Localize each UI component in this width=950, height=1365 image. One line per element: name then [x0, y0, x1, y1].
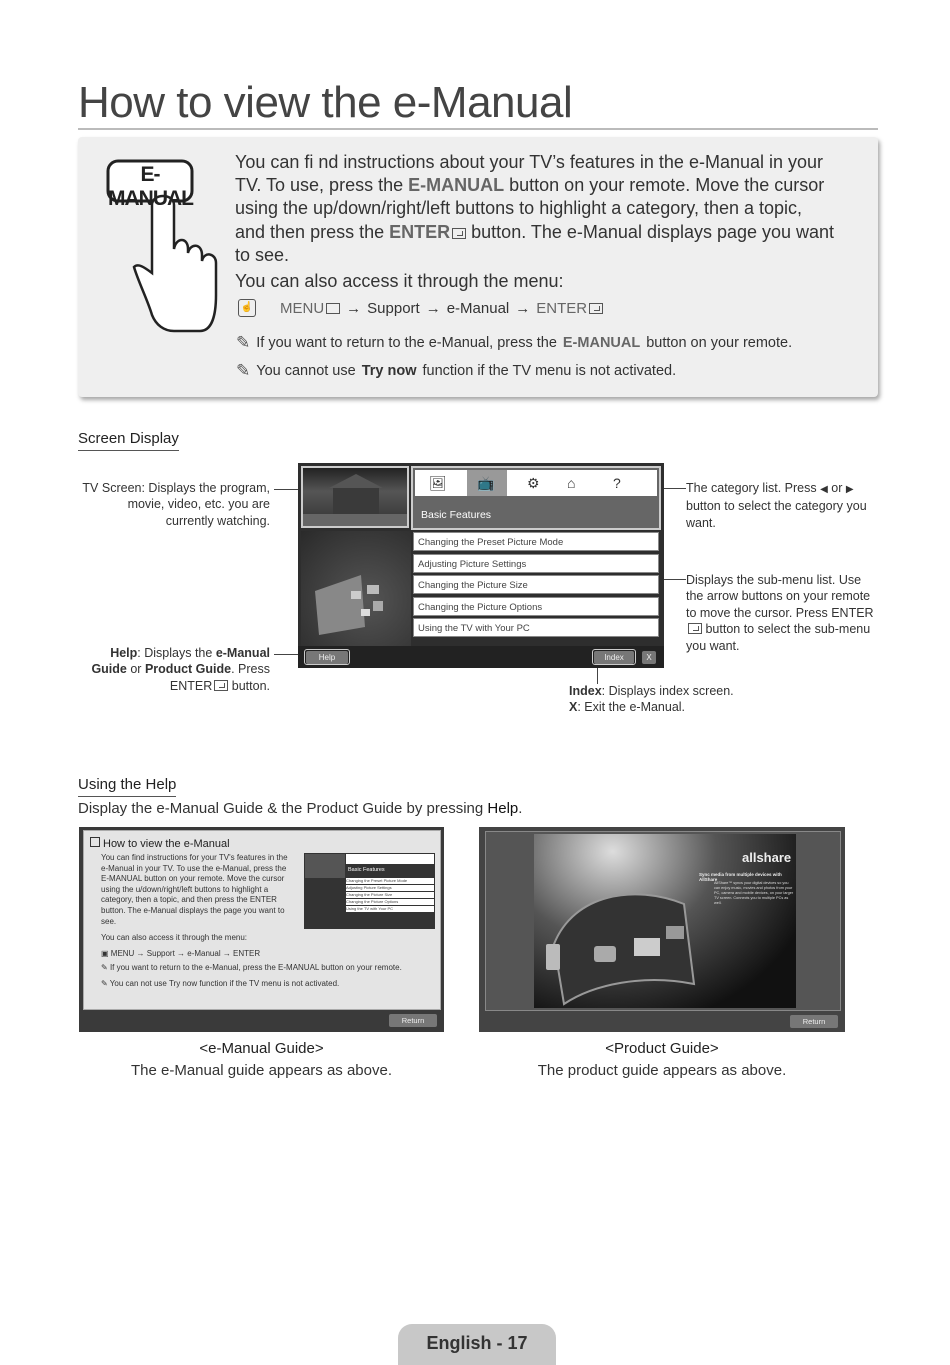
guide-note1: ✎ If you want to return to the e-Manual, press the E-MANUAL button on your remote. [101, 963, 402, 972]
menu-icon [326, 303, 340, 314]
picture-category-icon[interactable]: 🖼 [429, 475, 447, 491]
note-try-now: ✎ You cannot use Try now function if the TV menu is not activated. [236, 361, 677, 380]
checkbox-icon [90, 837, 100, 847]
tv-screen-callout: TV Screen: Displays the program, movie, video, etc. you are currently watching. [82, 481, 270, 528]
using-help-desc: Display the e-Manual Guide & the Product Guide by pressing Help. [78, 800, 523, 817]
guide-menu: ▣ MENU → Support → e-Manual → ENTER [101, 949, 261, 958]
mini-category-tabs [346, 854, 434, 864]
note-pencil-icon: ✎ [236, 333, 251, 352]
barn-image [303, 468, 407, 526]
enter-icon [214, 680, 228, 691]
note-return: ✎ If you want to return to the e-Manual, press the E-MANUAL button on your remote. [236, 333, 793, 352]
help-button[interactable]: Help [306, 651, 348, 664]
tv-program-preview [301, 466, 409, 528]
mini-submenu: Changing the Preset Picture Mode Adjusting Picture Settings Changing the Picture Size Changing the Picture Options Using the TV with Your PC [346, 878, 434, 912]
product-guide-caption: <Product Guide> [605, 1040, 719, 1057]
emanual-guide-caption: <e-Manual Guide> [199, 1040, 324, 1057]
product-guide-screenshot [479, 827, 845, 1032]
intro-access: You can also access it through the menu: [235, 271, 564, 291]
devices-art [301, 531, 411, 646]
basic-features-icon[interactable]: 📺 [477, 475, 495, 491]
left-arrow-icon: ◀ [820, 484, 828, 495]
index-button-frame [592, 649, 636, 665]
product-body: AllShare™ syncs your digital devices so you can enjoy music, movies and photos from your PC, camera and mobile devices, on your larger TV screen. Connects you to multiple PCs as well. [714, 881, 794, 905]
screen-display-heading: Screen Display [78, 430, 179, 451]
tv-screen-mockup [298, 463, 664, 668]
callout-line [274, 489, 300, 490]
category-list[interactable] [411, 466, 661, 530]
exit-button[interactable]: X [642, 651, 656, 664]
enter-icon [688, 623, 702, 634]
page-title: How to view the e-Manual [78, 78, 573, 127]
enter-icon [589, 303, 603, 314]
guide-access: You can also access it through the menu: [101, 933, 248, 942]
bottom-bar [298, 646, 664, 668]
submenu-item[interactable]: Changing the Picture Size [413, 575, 659, 594]
product-art [534, 834, 796, 1008]
mini-tv-preview [305, 854, 345, 878]
index-button[interactable]: Index [594, 651, 634, 664]
background-art [301, 531, 411, 646]
note-pencil-icon: ✎ [236, 361, 251, 380]
guide-note2: ✎ You can not use Try now function if the TV menu is not activated. [101, 979, 340, 988]
guide-title: How to view the e-Manual [90, 837, 230, 850]
mini-tv [304, 853, 435, 929]
settings-gear-icon[interactable]: ⚙ [527, 475, 540, 491]
callout-line [597, 666, 598, 684]
category-title: Basic Features [421, 509, 492, 521]
remote-menu-icon: ☝ [238, 299, 256, 317]
submenu-item[interactable]: Changing the Preset Picture Mode [413, 532, 659, 551]
submenu-item[interactable]: Adjusting Picture Settings [413, 554, 659, 573]
enter-icon [452, 228, 466, 239]
submenu-callout: Displays the sub-menu list. Use the arrow buttons on your remote to move the cursor. Press ENTER button to select the sub-menu you want. [686, 573, 874, 653]
product-guide-desc: The product guide appears as above. [537, 1062, 787, 1079]
help-callout: Help: Displays the e-Manual Guide or Product Guide. Press ENTER button. [91, 646, 270, 693]
guide-return-button[interactable]: Return [389, 1014, 437, 1027]
index-callout: Index: Displays index screen. X: Exit the e-Manual. [569, 684, 734, 715]
submenu-item[interactable]: Using the TV with Your PC [413, 618, 659, 637]
emanual-guide-desc: The e-Manual guide appears as above. [130, 1062, 392, 1079]
category-tabs [415, 470, 657, 496]
product-frame [485, 831, 841, 1011]
intro-box [78, 137, 878, 397]
allshare-logo: allshare [742, 850, 792, 865]
intro-paragraph: You can fi nd instructions about your TV’s features in the e-Manual in your TV. To use, press the E-MANUAL button on your remote. Move the cursor using the up/down/right/left buttons to highlight a category, then a topic, and then press the ENTER button. The e-Manual displays page you want to see. [235, 152, 835, 265]
submenu-list [413, 532, 659, 637]
right-arrow-icon: ▶ [845, 484, 854, 495]
mini-category-title: Basic Features [348, 867, 385, 873]
help-question-icon[interactable]: ? [613, 475, 621, 491]
help-button-frame [304, 649, 350, 665]
remote-button-label: E-MANUAL [108, 163, 193, 210]
emanual-guide-screenshot [79, 827, 444, 1032]
page-number: English - 17 [398, 1324, 556, 1365]
using-help-heading: Using the Help [78, 776, 176, 797]
guide-body: You can find instructions for your TV's features in the e-Manual in your TV. To use the e-Manual, press the E-MANUAL button on your remote. Move the cursor using the u/down/right/left buttons to highlight a category, then a topic, and then press the ENTER button. The e-Manual displays the page you want to see. [101, 853, 288, 926]
menu-path: ☝ MENU → Support → e-Manual → ENTER [238, 299, 603, 317]
submenu-item[interactable]: Changing the Picture Options [413, 597, 659, 616]
category-callout: The category list. Press ◀ or ▶ button to select the category you want. [686, 481, 867, 530]
network-icon[interactable]: ⌂ [567, 475, 576, 491]
title-rule [78, 128, 878, 130]
guide-page [83, 830, 441, 1010]
product-return-button[interactable]: Return [790, 1015, 838, 1028]
product-headline: Sync media from multiple devices with AllShare [699, 872, 782, 882]
